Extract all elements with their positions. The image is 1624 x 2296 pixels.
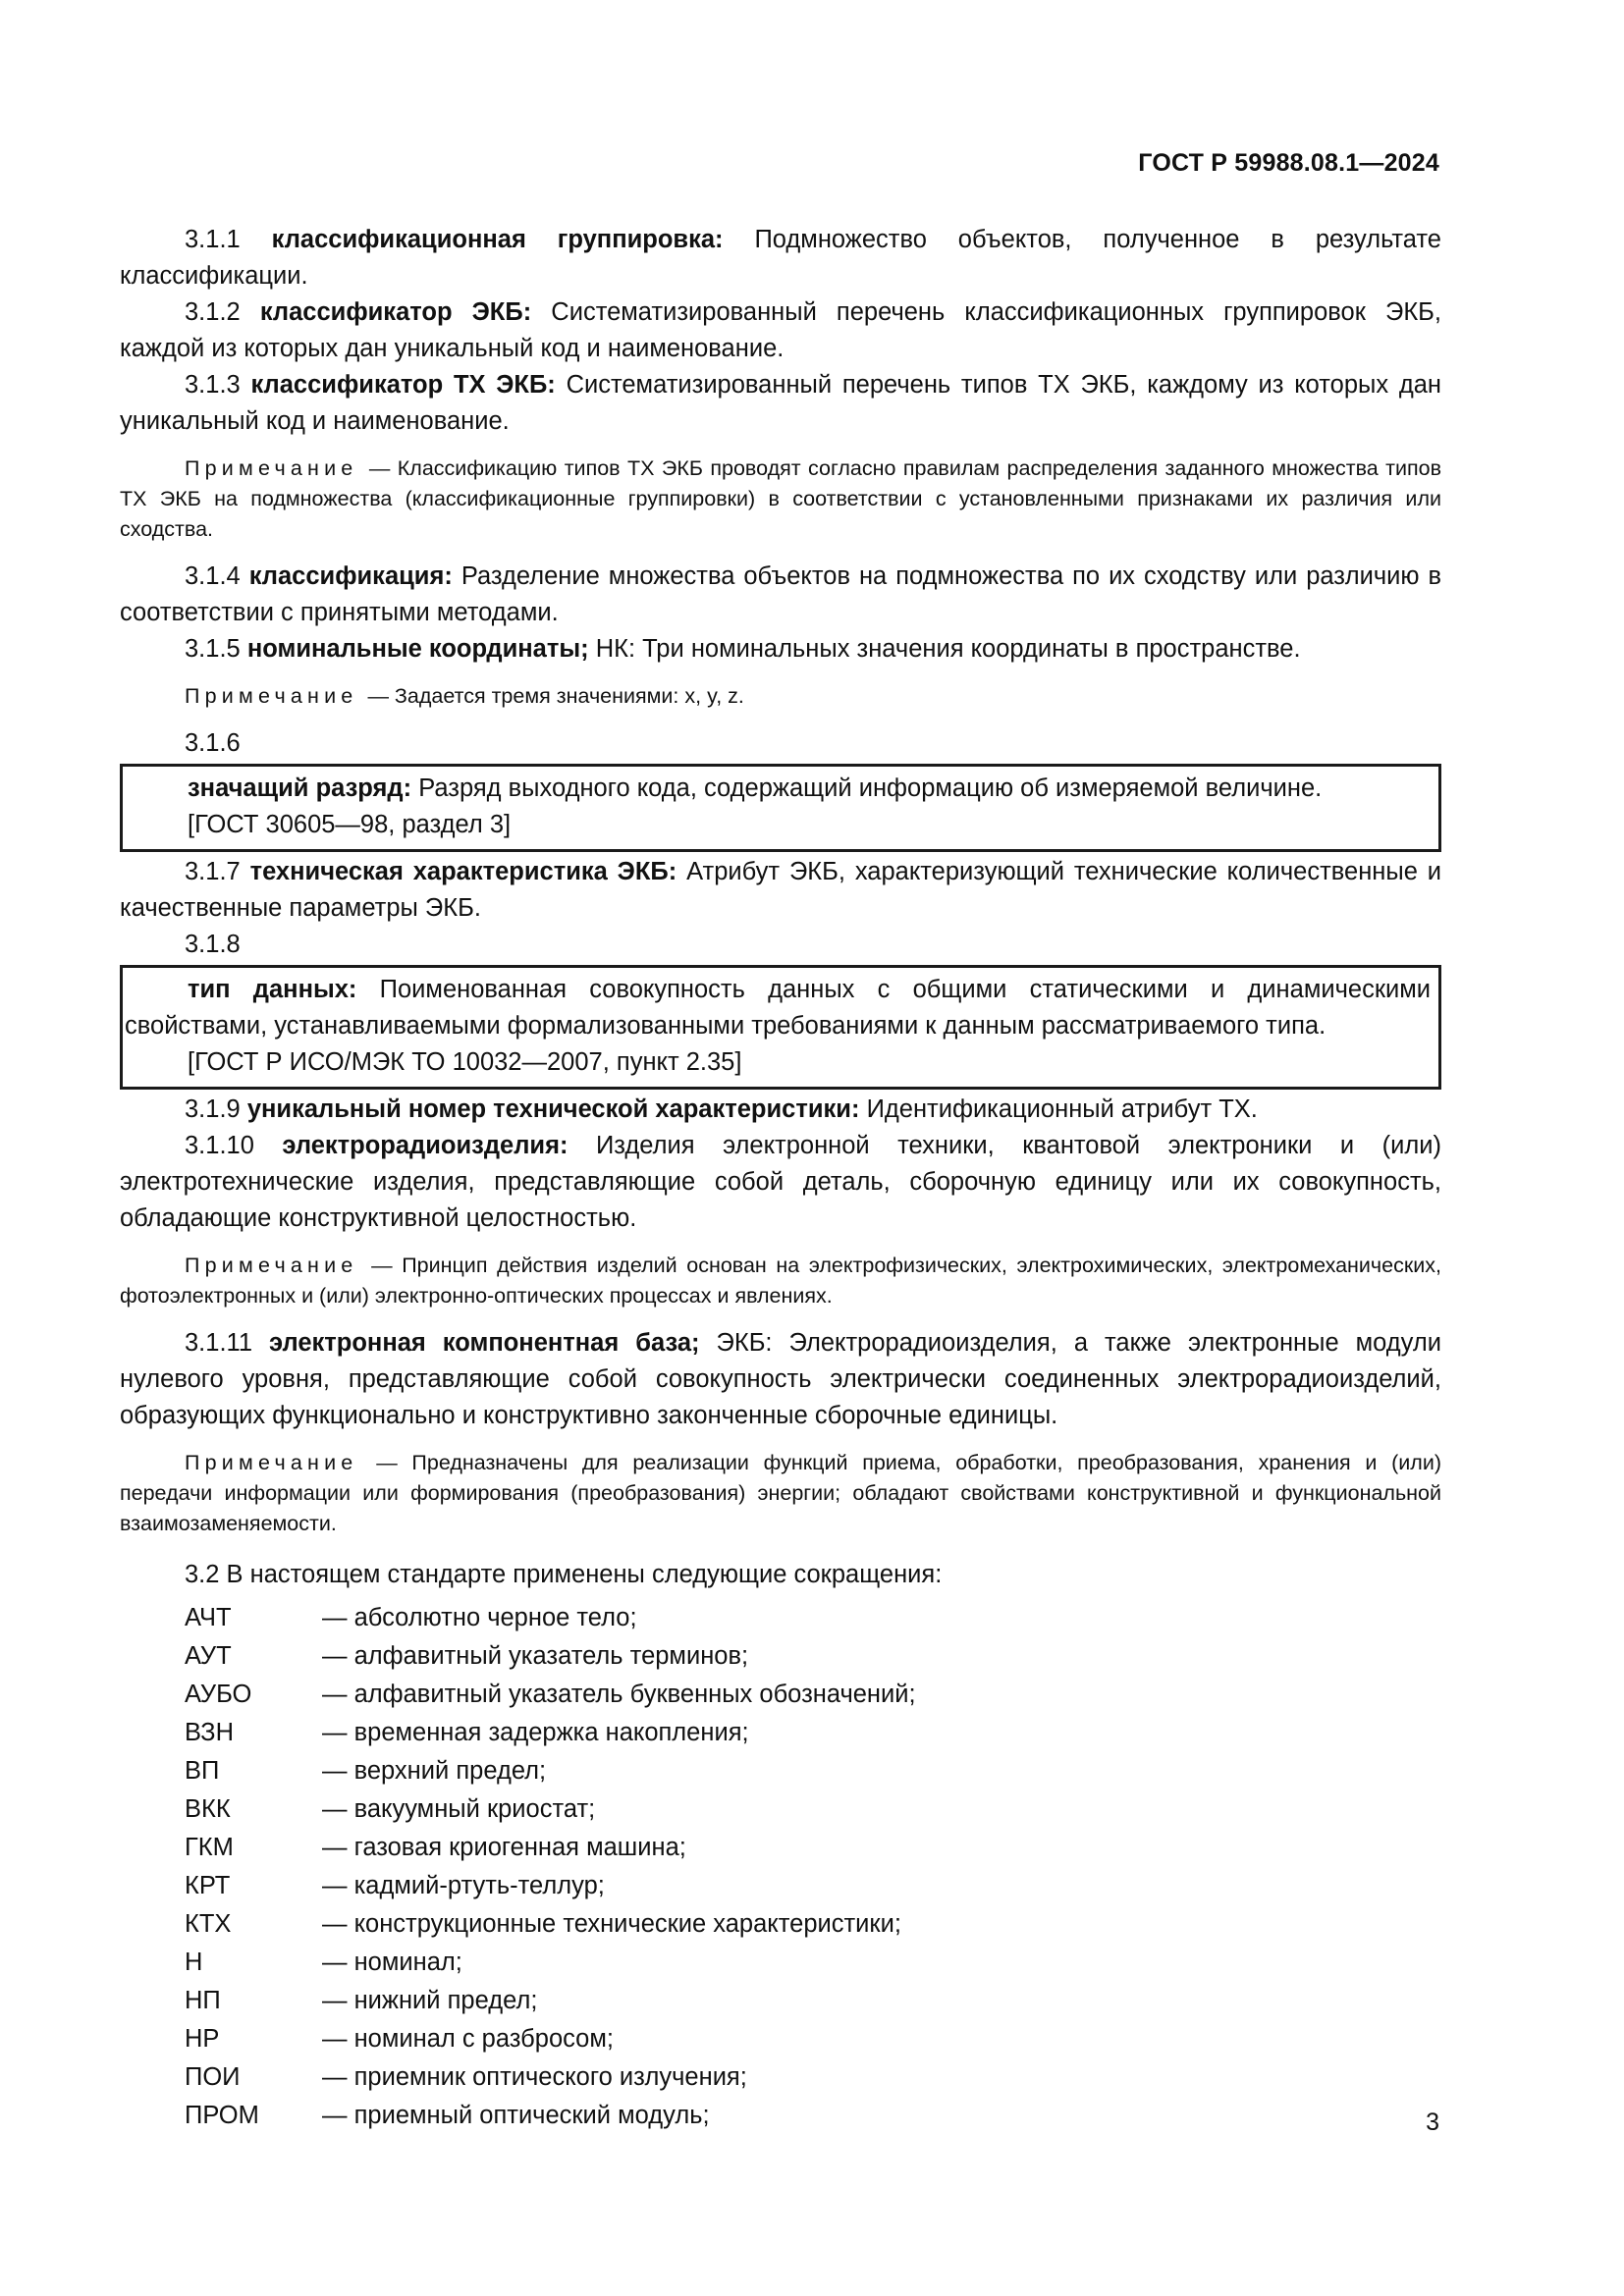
note-label: Примечание — [185, 1254, 358, 1277]
term-definition: Разделение множества объектов на подмножества по их сходству или различию в соответствии с принятыми методами. — [120, 562, 1441, 626]
abbreviation-description: — кадмий-ртуть-теллур; — [322, 1872, 605, 1899]
abbreviation: КТХ — [185, 1910, 232, 1938]
abbreviation: ГКМ — [185, 1834, 234, 1861]
abbreviation-description: — номинал; — [322, 1949, 462, 1976]
term-name: классификация: — [248, 562, 453, 590]
abbreviation-row — [185, 1982, 1441, 2020]
term-definition: НК: Три номинальных значения координаты в пространстве. — [595, 635, 1301, 663]
term-number: 3.1.6 — [185, 729, 241, 757]
term-number: 3.1.4 — [185, 562, 241, 590]
abbreviation-row — [185, 1790, 1441, 1829]
term-entry — [125, 771, 1431, 807]
abbreviation-description: — приемный оптический модуль; — [322, 2102, 710, 2129]
abbreviation-list — [185, 1599, 1441, 2135]
page-number: 3 — [1426, 2109, 1439, 2136]
note-label: Примечание — [185, 684, 358, 708]
abbreviation: Н — [185, 1949, 203, 1976]
note-text: — Задается тремя значениями: x, y, z. — [367, 684, 744, 708]
abbreviations-intro: 3.2 В настоящем стандарте применены следующие сокращения: — [185, 1561, 943, 1588]
abbreviation-row — [185, 2058, 1441, 2097]
term-number: 3.1.1 — [185, 226, 241, 253]
abbreviation-row — [185, 2097, 1441, 2135]
term-number: 3.1.2 — [185, 298, 241, 326]
term-definition: Идентификационный атрибут ТХ. — [866, 1095, 1258, 1123]
term-name: классификационная группировка: — [271, 226, 724, 253]
note — [120, 1251, 1441, 1311]
note-label: Примечание — [185, 456, 358, 480]
abbreviation: ПОИ — [185, 2063, 241, 2091]
note-label: Примечание — [185, 1451, 358, 1474]
abbreviation: ПРОМ — [185, 2102, 259, 2129]
abbreviation-description: — верхний предел; — [322, 1757, 547, 1785]
term-entry — [125, 972, 1431, 1044]
term-definition: Систематизированный перечень классификационных группировок ЭКБ, каждой из которых дан уникальный код и наименование. — [120, 298, 1441, 362]
quoted-term-box — [120, 965, 1441, 1090]
term-number: 3.1.11 — [185, 1329, 253, 1357]
note — [120, 1448, 1441, 1539]
abbreviation: НР — [185, 2025, 220, 2053]
term-definition: Атрибут ЭКБ, характеризующий технические количественные и качественные параметры ЭКБ. — [120, 858, 1441, 922]
term-entry — [120, 367, 1441, 440]
note-text: — Принцип действия изделий основан на электрофизических, электрохимических, электромеханических, фотоэлектронных и (или) электронно-оптических процессах и явлениях. — [120, 1254, 1441, 1308]
abbreviation: ВЗН — [185, 1719, 234, 1746]
quoted-term-box — [120, 764, 1441, 852]
abbreviation-description: — конструкционные технические характеристики; — [322, 1910, 901, 1938]
abbreviation: КРТ — [185, 1872, 231, 1899]
term-name: электронная компонентная база; — [269, 1329, 700, 1357]
term-definition: Изделия электронной техники, квантовой электроники и (или) электротехнические изделия, представляющие собой деталь, сборочную единицу или их совокупность, обладающие конструктивной целостностью. — [120, 1132, 1441, 1232]
abbreviation-row — [185, 1944, 1441, 1982]
term-name: тип данных: — [188, 976, 357, 1003]
abbreviation-row — [185, 1599, 1441, 1637]
term-source: [ГОСТ 30605—98, раздел 3] — [188, 811, 512, 838]
abbreviation-description: — алфавитный указатель буквенных обозначений; — [322, 1681, 916, 1708]
term-name: значащий разряд: — [188, 774, 412, 802]
term-name: классификатор ЭКБ: — [259, 298, 532, 326]
term-number: 3.1.10 — [185, 1132, 254, 1159]
abbreviation-row — [185, 1752, 1441, 1790]
abbreviation: АУБО — [185, 1681, 252, 1708]
abbreviation-row — [185, 1829, 1441, 1867]
term-name: уникальный номер технической характеристики: — [246, 1095, 860, 1123]
abbreviation-description: — временная задержка накопления; — [322, 1719, 749, 1746]
note — [120, 681, 1441, 712]
abbreviation: АЧТ — [185, 1604, 232, 1631]
document-code: ГОСТ Р 59988.08.1—2024 — [1138, 149, 1439, 177]
abbreviation-description: — абсолютно черное тело; — [322, 1604, 637, 1631]
abbreviation: НП — [185, 1987, 221, 2014]
term-entry — [120, 559, 1441, 631]
term-number: 3.1.8 — [185, 931, 241, 958]
term-definition: Подмножество объектов, полученное в результате классификации. — [120, 226, 1441, 290]
abbreviation-description: — вакуумный криостат; — [322, 1795, 596, 1823]
term-source: [ГОСТ Р ИСО/МЭК ТО 10032—2007, пункт 2.35] — [188, 1048, 742, 1076]
note-text: — Классификацию типов ТХ ЭКБ проводят согласно правилам распределения заданного множества типов ТХ ЭКБ на подмножества (классификационные группировки) в соответствии с установленными признаками их различия или сходства. — [120, 456, 1441, 541]
term-definition: Разряд выходного кода, содержащий информацию об измеряемой величине. — [418, 774, 1323, 802]
term-definition: ЭКБ: Электрорадиоизделия, а также электронные модули нулевого уровня, представляющие собой совокупность электрически соединенных электрорадиоизделий, образующих функционально и конструктивно законченные сборочные единицы. — [120, 1329, 1441, 1429]
abbreviation: ВКК — [185, 1795, 231, 1823]
abbreviation-description: — газовая криогенная машина; — [322, 1834, 686, 1861]
term-entry — [120, 222, 1441, 294]
note — [120, 454, 1441, 545]
term-definition: Поименованная совокупность данных с общими статическими и динамическими свойствами, устанавливаемыми формализованными требованиями к данным рассматриваемого типа. — [125, 976, 1431, 1040]
abbreviation-row — [185, 2020, 1441, 2058]
term-name: классификатор ТХ ЭКБ: — [250, 371, 556, 399]
term-number: 3.1.9 — [185, 1095, 241, 1123]
abbreviation: АУТ — [185, 1642, 232, 1670]
abbreviation-row — [185, 1867, 1441, 1905]
term-entry — [120, 1092, 1441, 1128]
abbreviation: ВП — [185, 1757, 220, 1785]
note-text: — Предназначены для реализации функций приема, обработки, преобразования, хранения и (или) передачи информации или формирования (преобразования) энергии; обладают свойствами конструктивной и функциональной взаимозаменяемости. — [120, 1451, 1441, 1535]
abbreviation-description: — алфавитный указатель терминов; — [322, 1642, 749, 1670]
term-entry — [120, 631, 1441, 667]
term-entry — [120, 1128, 1441, 1237]
term-number: 3.1.7 — [185, 858, 241, 885]
term-name: электрорадиоизделия: — [282, 1132, 568, 1159]
term-definition: Систематизированный перечень типов ТХ ЭКБ, каждому из которых дан уникальный код и наименование. — [120, 371, 1442, 435]
abbreviation-description: — приемник оптического излучения; — [322, 2063, 747, 2091]
term-number: 3.1.3 — [185, 371, 241, 399]
term-name: номинальные координаты; — [246, 635, 589, 663]
abbreviation-description: — нижний предел; — [322, 1987, 538, 2014]
term-number: 3.1.5 — [185, 635, 241, 663]
abbreviation-row — [185, 1637, 1441, 1676]
abbreviation-row — [185, 1905, 1441, 1944]
term-entry — [120, 854, 1441, 927]
abbreviation-row — [185, 1714, 1441, 1752]
term-entry — [120, 294, 1441, 367]
page-content — [120, 222, 1441, 2135]
term-name: техническая характеристика ЭКБ: — [249, 858, 677, 885]
abbreviation-description: — номинал с разбросом; — [322, 2025, 614, 2053]
abbreviation-row — [185, 1676, 1441, 1714]
term-entry — [120, 1325, 1441, 1434]
